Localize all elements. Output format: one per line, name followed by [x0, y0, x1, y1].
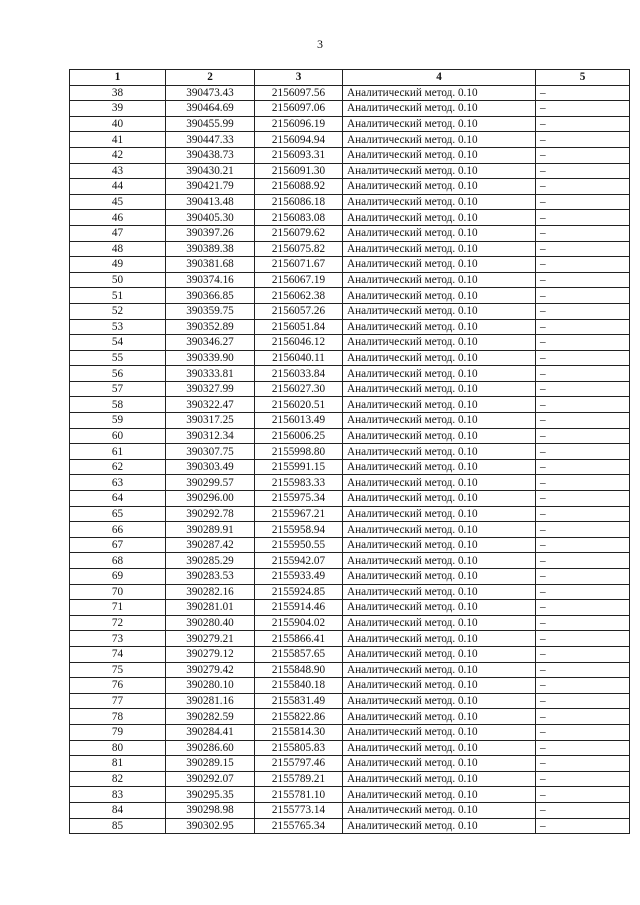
table-row — [70, 335, 630, 351]
description-cell: – — [536, 553, 630, 569]
x-coordinate-cell: 390289.15 — [166, 756, 255, 772]
header-cell-4: 4 — [343, 70, 536, 86]
point-number-cell: 60 — [70, 428, 166, 444]
x-coordinate-cell: 390284.41 — [166, 724, 255, 740]
description-cell: – — [536, 381, 630, 397]
x-coordinate-cell: 390282.16 — [166, 584, 255, 600]
method-cell: Аналитический метод. 0.10 — [343, 194, 536, 210]
point-number-cell: 79 — [70, 724, 166, 740]
point-number-cell: 59 — [70, 413, 166, 429]
method-cell: Аналитический метод. 0.10 — [343, 303, 536, 319]
x-coordinate-cell: 390366.85 — [166, 288, 255, 304]
method-cell: Аналитический метод. 0.10 — [343, 116, 536, 132]
table-row — [70, 475, 630, 491]
point-number-cell: 74 — [70, 646, 166, 662]
description-cell: – — [536, 693, 630, 709]
point-number-cell: 62 — [70, 459, 166, 475]
y-coordinate-cell: 2155857.65 — [255, 646, 343, 662]
x-coordinate-cell: 390359.75 — [166, 303, 255, 319]
point-number-cell: 81 — [70, 756, 166, 772]
table-row — [70, 678, 630, 694]
table-row — [70, 662, 630, 678]
x-coordinate-cell: 390281.01 — [166, 600, 255, 616]
x-coordinate-cell: 390285.29 — [166, 553, 255, 569]
point-number-cell: 71 — [70, 600, 166, 616]
y-coordinate-cell: 2156040.11 — [255, 350, 343, 366]
y-coordinate-cell: 2155983.33 — [255, 475, 343, 491]
table-row — [70, 225, 630, 241]
table-row — [70, 740, 630, 756]
method-cell: Аналитический метод. 0.10 — [343, 693, 536, 709]
point-number-cell: 42 — [70, 147, 166, 163]
point-number-cell: 61 — [70, 444, 166, 460]
point-number-cell: 84 — [70, 802, 166, 818]
table-row — [70, 600, 630, 616]
point-number-cell: 70 — [70, 584, 166, 600]
table-row — [70, 366, 630, 382]
x-coordinate-cell: 390282.59 — [166, 709, 255, 725]
table-row — [70, 724, 630, 740]
method-cell: Аналитический метод. 0.10 — [343, 319, 536, 335]
method-cell: Аналитический метод. 0.10 — [343, 241, 536, 257]
description-cell: – — [536, 818, 630, 834]
x-coordinate-cell: 390292.78 — [166, 506, 255, 522]
table-row — [70, 147, 630, 163]
description-cell: – — [536, 350, 630, 366]
y-coordinate-cell: 2156020.51 — [255, 397, 343, 413]
method-cell: Аналитический метод. 0.10 — [343, 132, 536, 148]
method-cell: Аналитический метод. 0.10 — [343, 522, 536, 538]
x-coordinate-cell: 390279.42 — [166, 662, 255, 678]
x-coordinate-cell: 390279.21 — [166, 631, 255, 647]
method-cell: Аналитический метод. 0.10 — [343, 413, 536, 429]
x-coordinate-cell: 390317.25 — [166, 413, 255, 429]
y-coordinate-cell: 2156006.25 — [255, 428, 343, 444]
point-number-cell: 57 — [70, 381, 166, 397]
y-coordinate-cell: 2156033.84 — [255, 366, 343, 382]
table-row — [70, 101, 630, 117]
y-coordinate-cell: 2156067.19 — [255, 272, 343, 288]
description-cell: – — [536, 225, 630, 241]
table-row — [70, 771, 630, 787]
point-number-cell: 73 — [70, 631, 166, 647]
x-coordinate-cell: 390298.98 — [166, 802, 255, 818]
description-cell: – — [536, 366, 630, 382]
y-coordinate-cell: 2156096.19 — [255, 116, 343, 132]
description-cell: – — [536, 491, 630, 507]
y-coordinate-cell: 2155831.49 — [255, 693, 343, 709]
point-number-cell: 58 — [70, 397, 166, 413]
description-cell: – — [536, 272, 630, 288]
point-number-cell: 56 — [70, 366, 166, 382]
method-cell: Аналитический метод. 0.10 — [343, 397, 536, 413]
y-coordinate-cell: 2155958.94 — [255, 522, 343, 538]
y-coordinate-cell: 2156088.92 — [255, 179, 343, 195]
description-cell: – — [536, 319, 630, 335]
point-number-cell: 77 — [70, 693, 166, 709]
method-cell: Аналитический метод. 0.10 — [343, 678, 536, 694]
y-coordinate-cell: 2156062.38 — [255, 288, 343, 304]
table-row — [70, 709, 630, 725]
description-cell: – — [536, 444, 630, 460]
x-coordinate-cell: 390327.99 — [166, 381, 255, 397]
y-coordinate-cell: 2156057.26 — [255, 303, 343, 319]
y-coordinate-cell: 2155814.30 — [255, 724, 343, 740]
table-row — [70, 116, 630, 132]
method-cell: Аналитический метод. 0.10 — [343, 802, 536, 818]
method-cell: Аналитический метод. 0.10 — [343, 662, 536, 678]
method-cell: Аналитический метод. 0.10 — [343, 225, 536, 241]
method-cell: Аналитический метод. 0.10 — [343, 537, 536, 553]
y-coordinate-cell: 2155773.14 — [255, 802, 343, 818]
table-row — [70, 787, 630, 803]
description-cell: – — [536, 179, 630, 195]
table-row — [70, 522, 630, 538]
x-coordinate-cell: 390421.79 — [166, 179, 255, 195]
method-cell: Аналитический метод. 0.10 — [343, 210, 536, 226]
table-row — [70, 444, 630, 460]
method-cell: Аналитический метод. 0.10 — [343, 615, 536, 631]
y-coordinate-cell: 2155789.21 — [255, 771, 343, 787]
point-number-cell: 68 — [70, 553, 166, 569]
header-row — [70, 70, 630, 86]
description-cell: – — [536, 631, 630, 647]
table-row — [70, 428, 630, 444]
method-cell: Аналитический метод. 0.10 — [343, 787, 536, 803]
description-cell: – — [536, 537, 630, 553]
y-coordinate-cell: 2156097.56 — [255, 85, 343, 101]
y-coordinate-cell: 2155991.15 — [255, 459, 343, 475]
point-number-cell: 50 — [70, 272, 166, 288]
y-coordinate-cell: 2155765.34 — [255, 818, 343, 834]
x-coordinate-cell: 390397.26 — [166, 225, 255, 241]
y-coordinate-cell: 2155967.21 — [255, 506, 343, 522]
y-coordinate-cell: 2156046.12 — [255, 335, 343, 351]
description-cell: – — [536, 678, 630, 694]
x-coordinate-cell: 390473.43 — [166, 85, 255, 101]
method-cell: Аналитический метод. 0.10 — [343, 771, 536, 787]
y-coordinate-cell: 2156027.30 — [255, 381, 343, 397]
point-number-cell: 66 — [70, 522, 166, 538]
table-row — [70, 802, 630, 818]
method-cell: Аналитический метод. 0.10 — [343, 444, 536, 460]
method-cell: Аналитический метод. 0.10 — [343, 179, 536, 195]
description-cell: – — [536, 132, 630, 148]
point-number-cell: 72 — [70, 615, 166, 631]
x-coordinate-cell: 390438.73 — [166, 147, 255, 163]
point-number-cell: 38 — [70, 85, 166, 101]
table-row — [70, 194, 630, 210]
x-coordinate-cell: 390280.40 — [166, 615, 255, 631]
y-coordinate-cell: 2155924.85 — [255, 584, 343, 600]
description-cell: – — [536, 210, 630, 226]
point-number-cell: 80 — [70, 740, 166, 756]
table-row — [70, 85, 630, 101]
description-cell: – — [536, 646, 630, 662]
point-number-cell: 78 — [70, 709, 166, 725]
table-header — [70, 70, 630, 86]
description-cell: – — [536, 397, 630, 413]
point-number-cell: 51 — [70, 288, 166, 304]
method-cell: Аналитический метод. 0.10 — [343, 350, 536, 366]
y-coordinate-cell: 2156051.84 — [255, 319, 343, 335]
point-number-cell: 41 — [70, 132, 166, 148]
table-row — [70, 413, 630, 429]
method-cell: Аналитический метод. 0.10 — [343, 709, 536, 725]
description-cell: – — [536, 303, 630, 319]
method-cell: Аналитический метод. 0.10 — [343, 631, 536, 647]
y-coordinate-cell: 2156093.31 — [255, 147, 343, 163]
header-cell-5: 5 — [536, 70, 630, 86]
point-number-cell: 55 — [70, 350, 166, 366]
table-row — [70, 506, 630, 522]
point-number-cell: 82 — [70, 771, 166, 787]
y-coordinate-cell: 2155975.34 — [255, 491, 343, 507]
description-cell: – — [536, 335, 630, 351]
table-row — [70, 756, 630, 772]
table-row — [70, 303, 630, 319]
header-cell-2: 2 — [166, 70, 255, 86]
description-cell: – — [536, 740, 630, 756]
x-coordinate-cell: 390333.81 — [166, 366, 255, 382]
description-cell: – — [536, 241, 630, 257]
table-body — [70, 85, 630, 834]
x-coordinate-cell: 390413.48 — [166, 194, 255, 210]
point-number-cell: 39 — [70, 101, 166, 117]
y-coordinate-cell: 2155904.02 — [255, 615, 343, 631]
description-cell: – — [536, 475, 630, 491]
point-number-cell: 64 — [70, 491, 166, 507]
method-cell: Аналитический метод. 0.10 — [343, 428, 536, 444]
description-cell: – — [536, 101, 630, 117]
y-coordinate-cell: 2155797.46 — [255, 756, 343, 772]
method-cell: Аналитический метод. 0.10 — [343, 600, 536, 616]
description-cell: – — [536, 288, 630, 304]
point-number-cell: 45 — [70, 194, 166, 210]
point-number-cell: 76 — [70, 678, 166, 694]
x-coordinate-cell: 390307.75 — [166, 444, 255, 460]
method-cell: Аналитический метод. 0.10 — [343, 569, 536, 585]
y-coordinate-cell: 2155781.10 — [255, 787, 343, 803]
x-coordinate-cell: 390287.42 — [166, 537, 255, 553]
x-coordinate-cell: 390280.10 — [166, 678, 255, 694]
method-cell: Аналитический метод. 0.10 — [343, 584, 536, 600]
coordinates-table — [69, 69, 630, 834]
description-cell: – — [536, 662, 630, 678]
point-number-cell: 48 — [70, 241, 166, 257]
point-number-cell: 53 — [70, 319, 166, 335]
description-cell: – — [536, 600, 630, 616]
y-coordinate-cell: 2156083.08 — [255, 210, 343, 226]
description-cell: – — [536, 787, 630, 803]
x-coordinate-cell: 390455.99 — [166, 116, 255, 132]
y-coordinate-cell: 2156013.49 — [255, 413, 343, 429]
method-cell: Аналитический метод. 0.10 — [343, 646, 536, 662]
y-coordinate-cell: 2156097.06 — [255, 101, 343, 117]
page-number: 3 — [317, 37, 323, 51]
point-number-cell: 44 — [70, 179, 166, 195]
description-cell: – — [536, 724, 630, 740]
x-coordinate-cell: 390312.34 — [166, 428, 255, 444]
x-coordinate-cell: 390381.68 — [166, 257, 255, 273]
description-cell: – — [536, 413, 630, 429]
table-row — [70, 288, 630, 304]
description-cell: – — [536, 802, 630, 818]
description-cell: – — [536, 615, 630, 631]
point-number-cell: 54 — [70, 335, 166, 351]
description-cell: – — [536, 771, 630, 787]
x-coordinate-cell: 390464.69 — [166, 101, 255, 117]
table-row — [70, 319, 630, 335]
description-cell: – — [536, 569, 630, 585]
table-row — [70, 179, 630, 195]
point-number-cell: 46 — [70, 210, 166, 226]
x-coordinate-cell: 390389.38 — [166, 241, 255, 257]
table-row — [70, 397, 630, 413]
method-cell: Аналитический метод. 0.10 — [343, 85, 536, 101]
y-coordinate-cell: 2155933.49 — [255, 569, 343, 585]
method-cell: Аналитический метод. 0.10 — [343, 272, 536, 288]
method-cell: Аналитический метод. 0.10 — [343, 818, 536, 834]
table-row — [70, 631, 630, 647]
x-coordinate-cell: 390289.91 — [166, 522, 255, 538]
method-cell: Аналитический метод. 0.10 — [343, 101, 536, 117]
x-coordinate-cell: 390302.95 — [166, 818, 255, 834]
description-cell: – — [536, 506, 630, 522]
y-coordinate-cell: 2155805.83 — [255, 740, 343, 756]
method-cell: Аналитический метод. 0.10 — [343, 724, 536, 740]
y-coordinate-cell: 2155840.18 — [255, 678, 343, 694]
table-row — [70, 553, 630, 569]
method-cell: Аналитический метод. 0.10 — [343, 491, 536, 507]
table-row — [70, 350, 630, 366]
description-cell: – — [536, 584, 630, 600]
description-cell: – — [536, 163, 630, 179]
x-coordinate-cell: 390303.49 — [166, 459, 255, 475]
table-row — [70, 491, 630, 507]
x-coordinate-cell: 390281.16 — [166, 693, 255, 709]
method-cell: Аналитический метод. 0.10 — [343, 366, 536, 382]
table-row — [70, 210, 630, 226]
description-cell: – — [536, 459, 630, 475]
x-coordinate-cell: 390296.00 — [166, 491, 255, 507]
point-number-cell: 75 — [70, 662, 166, 678]
method-cell: Аналитический метод. 0.10 — [343, 147, 536, 163]
y-coordinate-cell: 2155914.46 — [255, 600, 343, 616]
x-coordinate-cell: 390405.30 — [166, 210, 255, 226]
x-coordinate-cell: 390339.90 — [166, 350, 255, 366]
point-number-cell: 65 — [70, 506, 166, 522]
table-row — [70, 693, 630, 709]
y-coordinate-cell: 2155950.55 — [255, 537, 343, 553]
method-cell: Аналитический метод. 0.10 — [343, 257, 536, 273]
x-coordinate-cell: 390346.27 — [166, 335, 255, 351]
method-cell: Аналитический метод. 0.10 — [343, 459, 536, 475]
method-cell: Аналитический метод. 0.10 — [343, 381, 536, 397]
x-coordinate-cell: 390430.21 — [166, 163, 255, 179]
table-row — [70, 163, 630, 179]
method-cell: Аналитический метод. 0.10 — [343, 475, 536, 491]
x-coordinate-cell: 390292.07 — [166, 771, 255, 787]
y-coordinate-cell: 2155942.07 — [255, 553, 343, 569]
method-cell: Аналитический метод. 0.10 — [343, 506, 536, 522]
description-cell: – — [536, 428, 630, 444]
x-coordinate-cell: 390299.57 — [166, 475, 255, 491]
method-cell: Аналитический метод. 0.10 — [343, 335, 536, 351]
description-cell: – — [536, 522, 630, 538]
table-row — [70, 459, 630, 475]
x-coordinate-cell: 390286.60 — [166, 740, 255, 756]
description-cell: – — [536, 116, 630, 132]
table-row — [70, 818, 630, 834]
point-number-cell: 40 — [70, 116, 166, 132]
x-coordinate-cell: 390374.16 — [166, 272, 255, 288]
y-coordinate-cell: 2155866.41 — [255, 631, 343, 647]
table-row — [70, 615, 630, 631]
point-number-cell: 63 — [70, 475, 166, 491]
method-cell: Аналитический метод. 0.10 — [343, 553, 536, 569]
y-coordinate-cell: 2155998.80 — [255, 444, 343, 460]
y-coordinate-cell: 2156071.67 — [255, 257, 343, 273]
table-row — [70, 241, 630, 257]
table-row — [70, 272, 630, 288]
y-coordinate-cell: 2156091.30 — [255, 163, 343, 179]
table-row — [70, 132, 630, 148]
description-cell: – — [536, 194, 630, 210]
point-number-cell: 47 — [70, 225, 166, 241]
x-coordinate-cell: 390352.89 — [166, 319, 255, 335]
method-cell: Аналитический метод. 0.10 — [343, 756, 536, 772]
point-number-cell: 43 — [70, 163, 166, 179]
point-number-cell: 85 — [70, 818, 166, 834]
point-number-cell: 67 — [70, 537, 166, 553]
point-number-cell: 52 — [70, 303, 166, 319]
header-cell-1: 1 — [70, 70, 166, 86]
description-cell: – — [536, 147, 630, 163]
description-cell: – — [536, 756, 630, 772]
y-coordinate-cell: 2156094.94 — [255, 132, 343, 148]
y-coordinate-cell: 2156075.82 — [255, 241, 343, 257]
table-row — [70, 569, 630, 585]
table-row — [70, 584, 630, 600]
point-number-cell: 49 — [70, 257, 166, 273]
x-coordinate-cell: 390295.35 — [166, 787, 255, 803]
point-number-cell: 83 — [70, 787, 166, 803]
method-cell: Аналитический метод. 0.10 — [343, 163, 536, 179]
method-cell: Аналитический метод. 0.10 — [343, 740, 536, 756]
y-coordinate-cell: 2156079.62 — [255, 225, 343, 241]
y-coordinate-cell: 2155822.86 — [255, 709, 343, 725]
description-cell: – — [536, 257, 630, 273]
y-coordinate-cell: 2156086.18 — [255, 194, 343, 210]
table-row — [70, 257, 630, 273]
x-coordinate-cell: 390283.53 — [166, 569, 255, 585]
table-row — [70, 537, 630, 553]
method-cell: Аналитический метод. 0.10 — [343, 288, 536, 304]
description-cell: – — [536, 85, 630, 101]
x-coordinate-cell: 390322.47 — [166, 397, 255, 413]
x-coordinate-cell: 390279.12 — [166, 646, 255, 662]
header-cell-3: 3 — [255, 70, 343, 86]
x-coordinate-cell: 390447.33 — [166, 132, 255, 148]
description-cell: – — [536, 709, 630, 725]
table-row — [70, 381, 630, 397]
point-number-cell: 69 — [70, 569, 166, 585]
y-coordinate-cell: 2155848.90 — [255, 662, 343, 678]
table-row — [70, 646, 630, 662]
